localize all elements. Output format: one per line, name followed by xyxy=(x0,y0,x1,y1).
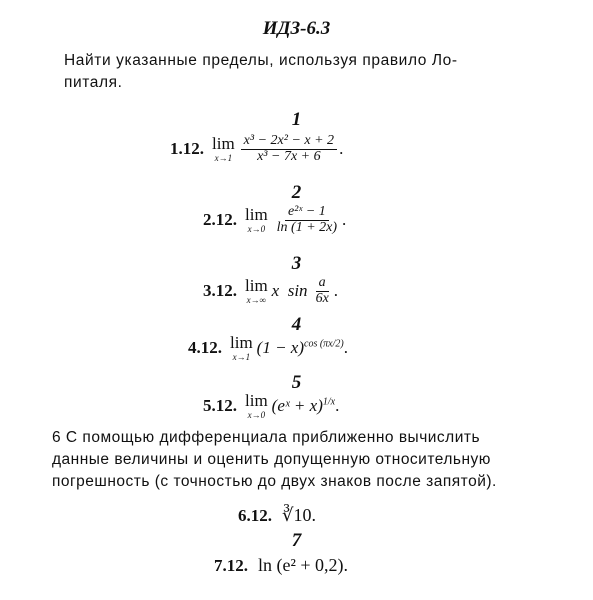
expression: (eˣ + x)$^{1/x}$ xyxy=(271,396,336,415)
period: . xyxy=(343,338,348,357)
problem-number: 5.12. xyxy=(203,396,237,415)
expression: x sin xyxy=(271,281,308,301)
paragraph-line: погрешность (с точностью до двух знаков после запятой). xyxy=(52,473,497,490)
denominator: 6x xyxy=(315,290,329,306)
instructions-paragraph xyxy=(52,427,562,493)
problem-number: 1.12. xyxy=(170,139,204,159)
limit-operator: lim x→0 xyxy=(245,205,268,235)
fraction xyxy=(241,134,337,164)
page-title: ИДЗ-6.3 xyxy=(262,18,331,39)
problem-number: 7.12. xyxy=(214,555,248,575)
section-number: 5 xyxy=(291,372,302,393)
limit-operator: lim x→1 xyxy=(230,333,253,362)
period: . xyxy=(339,139,344,159)
period: . xyxy=(342,210,347,230)
problem-3 xyxy=(203,276,338,306)
problem-number: 6.12. xyxy=(238,505,272,525)
section-number: 3 xyxy=(291,253,302,274)
expression: $(1 - x)^{cos (\pi x/2)}$ xyxy=(256,338,344,357)
problem-2 xyxy=(203,205,346,235)
numerator: x³ − 2x² − x + 2 xyxy=(241,134,337,150)
limit-operator: lim x→1 xyxy=(212,134,235,164)
intro-line: Найти указанные пределы, используя правило Ло- xyxy=(64,52,458,69)
fraction xyxy=(313,276,332,306)
period: . xyxy=(333,281,339,301)
section-number: 4 xyxy=(291,314,302,335)
expression: ∛10. xyxy=(282,505,316,525)
limit-operator: lim x→0 xyxy=(245,391,268,420)
intro-text xyxy=(64,50,554,94)
problem-5 xyxy=(203,392,339,420)
exponent: cos (πx/2) xyxy=(304,338,344,350)
section-number: 1 xyxy=(291,109,302,130)
problem-number: 3.12. xyxy=(203,281,237,301)
exponent: 1/x xyxy=(322,396,336,408)
period: . xyxy=(335,396,340,415)
paragraph-line: 6 С помощью дифференциала приближенно вычислить xyxy=(52,429,481,446)
problem-number: 2.12. xyxy=(203,210,237,230)
problem-7 xyxy=(214,555,348,576)
problem-6 xyxy=(238,505,316,526)
fraction xyxy=(274,205,340,235)
problem-number: 4.12. xyxy=(188,338,222,357)
intro-line: питаля. xyxy=(64,74,123,91)
denominator: x³ − 7x + 6 xyxy=(257,148,321,164)
problem-4 xyxy=(188,334,348,362)
numerator: a xyxy=(316,276,329,292)
paragraph-line: данные величины и оценить допущенную относительную xyxy=(52,451,491,468)
numerator: e²ˣ − 1 xyxy=(285,205,329,221)
problem-1 xyxy=(170,134,343,164)
limit-operator: lim x→∞ xyxy=(245,276,268,306)
section-number: 2 xyxy=(291,182,302,203)
section-number: 7 xyxy=(291,530,302,551)
denominator: ln (1 + 2x) xyxy=(276,219,338,235)
expression: ln (e² + 0,2). xyxy=(258,555,349,575)
